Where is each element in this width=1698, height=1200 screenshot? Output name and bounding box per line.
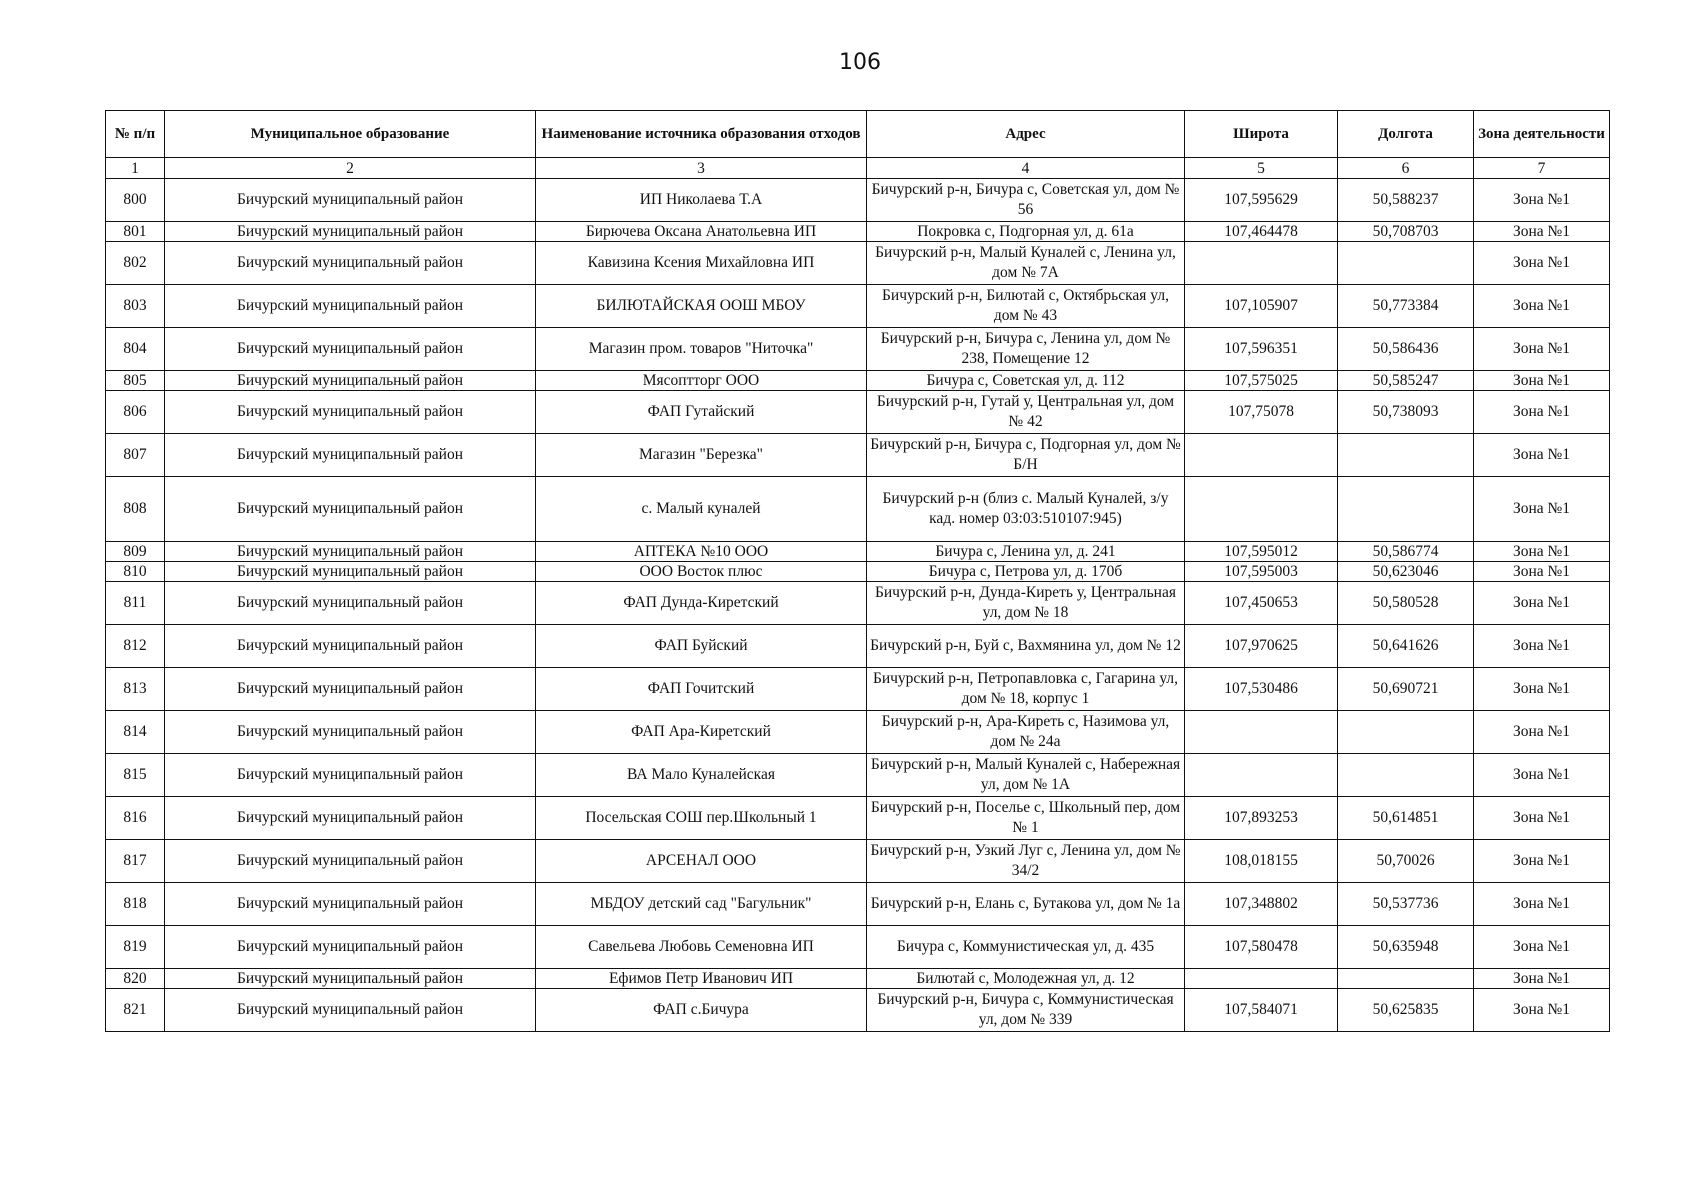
latitude-cell: 107,580478	[1185, 926, 1338, 969]
table-row	[106, 711, 1610, 754]
address-cell: Бичурский р-н, Бичура с, Ленина ул, дом № 238, Помещение 12	[867, 328, 1185, 371]
longitude-cell: 50,614851	[1338, 797, 1474, 840]
source-name-cell: Мясоптторг ООО	[536, 371, 867, 391]
row-number: 815	[106, 754, 165, 797]
zone-cell: Зона №1	[1474, 371, 1610, 391]
source-name-cell: ВА Мало Куналейская	[536, 754, 867, 797]
zone-cell: Зона №1	[1474, 711, 1610, 754]
longitude-cell: 50,773384	[1338, 285, 1474, 328]
row-number: 807	[106, 434, 165, 477]
address-cell: Бичурский р-н, Билютай с, Октябрьская ул, дом № 43	[867, 285, 1185, 328]
latitude-cell: 107,893253	[1185, 797, 1338, 840]
latitude-cell: 108,018155	[1185, 840, 1338, 883]
row-number: 816	[106, 797, 165, 840]
row-number: 813	[106, 668, 165, 711]
municipality-cell: Бичурский муниципальный район	[165, 711, 536, 754]
municipality-cell: Бичурский муниципальный район	[165, 434, 536, 477]
zone-cell: Зона №1	[1474, 179, 1610, 222]
table-row	[106, 328, 1610, 371]
row-number: 810	[106, 562, 165, 582]
address-cell: Бичурский р-н, Узкий Луг с, Ленина ул, дом № 34/2	[867, 840, 1185, 883]
table-row	[106, 582, 1610, 625]
column-number: 4	[867, 158, 1185, 179]
municipality-cell: Бичурский муниципальный район	[165, 328, 536, 371]
latitude-cell: 107,575025	[1185, 371, 1338, 391]
zone-cell: Зона №1	[1474, 477, 1610, 542]
municipality-cell: Бичурский муниципальный район	[165, 926, 536, 969]
zone-cell: Зона №1	[1474, 582, 1610, 625]
zone-cell: Зона №1	[1474, 797, 1610, 840]
source-name-cell: ООО Восток плюс	[536, 562, 867, 582]
longitude-cell: 50,738093	[1338, 391, 1474, 434]
municipality-cell: Бичурский муниципальный район	[165, 625, 536, 668]
table-body	[106, 179, 1610, 1032]
latitude-cell: 107,595003	[1185, 562, 1338, 582]
table-row	[106, 391, 1610, 434]
address-cell: Бичурский р-н, Бичура с, Подгорная ул, дом № Б/Н	[867, 434, 1185, 477]
source-name-cell: Магазин пром. товаров "Ниточка"	[536, 328, 867, 371]
row-number: 814	[106, 711, 165, 754]
municipality-cell: Бичурский муниципальный район	[165, 179, 536, 222]
address-cell: Бичурский р-н, Дунда-Киреть у, Центральная ул, дом № 18	[867, 582, 1185, 625]
zone-cell: Зона №1	[1474, 328, 1610, 371]
source-name-cell: с. Малый куналей	[536, 477, 867, 542]
zone-cell: Зона №1	[1474, 242, 1610, 285]
zone-cell: Зона №1	[1474, 625, 1610, 668]
row-number: 808	[106, 477, 165, 542]
municipality-cell: Бичурский муниципальный район	[165, 668, 536, 711]
address-cell: Бичурский р-н, Ара-Киреть с, Назимова ул, дом № 24а	[867, 711, 1185, 754]
column-number: 7	[1474, 158, 1610, 179]
municipality-cell: Бичурский муниципальный район	[165, 582, 536, 625]
municipality-cell: Бичурский муниципальный район	[165, 840, 536, 883]
longitude-cell	[1338, 242, 1474, 285]
column-number: 5	[1185, 158, 1338, 179]
longitude-cell: 50,580528	[1338, 582, 1474, 625]
latitude-cell: 107,75078	[1185, 391, 1338, 434]
zone-cell: Зона №1	[1474, 754, 1610, 797]
municipality-cell: Бичурский муниципальный район	[165, 222, 536, 242]
latitude-cell	[1185, 711, 1338, 754]
address-cell: Покровка с, Подгорная ул, д. 61а	[867, 222, 1185, 242]
table-row	[106, 562, 1610, 582]
municipality-cell: Бичурский муниципальный район	[165, 562, 536, 582]
source-name-cell: Магазин "Березка"	[536, 434, 867, 477]
latitude-cell	[1185, 434, 1338, 477]
table-row	[106, 625, 1610, 668]
table-row	[106, 840, 1610, 883]
column-number: 1	[106, 158, 165, 179]
latitude-cell: 107,450653	[1185, 582, 1338, 625]
column-header: Зона деятельности	[1474, 111, 1610, 158]
latitude-cell: 107,596351	[1185, 328, 1338, 371]
zone-cell: Зона №1	[1474, 562, 1610, 582]
row-number: 818	[106, 883, 165, 926]
longitude-cell: 50,625835	[1338, 989, 1474, 1032]
longitude-cell: 50,70026	[1338, 840, 1474, 883]
latitude-cell	[1185, 754, 1338, 797]
address-cell: Бичурский р-н, Поселье с, Школьный пер, дом № 1	[867, 797, 1185, 840]
column-number: 2	[165, 158, 536, 179]
zone-cell: Зона №1	[1474, 840, 1610, 883]
address-cell: Бичура с, Коммунистическая ул, д. 435	[867, 926, 1185, 969]
zone-cell: Зона №1	[1474, 285, 1610, 328]
municipality-cell: Бичурский муниципальный район	[165, 285, 536, 328]
zone-cell: Зона №1	[1474, 989, 1610, 1032]
column-header: Наименование источника образования отходов	[536, 111, 867, 158]
latitude-cell: 107,595629	[1185, 179, 1338, 222]
municipality-cell: Бичурский муниципальный район	[165, 391, 536, 434]
column-header: Широта	[1185, 111, 1338, 158]
source-name-cell: АРСЕНАЛ ООО	[536, 840, 867, 883]
longitude-cell: 50,586436	[1338, 328, 1474, 371]
row-number: 821	[106, 989, 165, 1032]
source-name-cell: Савельева Любовь Семеновна ИП	[536, 926, 867, 969]
column-header: Муниципальное образование	[165, 111, 536, 158]
longitude-cell: 50,641626	[1338, 625, 1474, 668]
zone-cell: Зона №1	[1474, 883, 1610, 926]
row-number: 800	[106, 179, 165, 222]
latitude-cell: 107,348802	[1185, 883, 1338, 926]
longitude-cell: 50,537736	[1338, 883, 1474, 926]
address-cell: Бичурский р-н, Елань с, Бутакова ул, дом № 1а	[867, 883, 1185, 926]
source-name-cell: ФАП с.Бичура	[536, 989, 867, 1032]
page-number: 106	[839, 50, 881, 75]
municipality-cell: Бичурский муниципальный район	[165, 754, 536, 797]
table-row	[106, 179, 1610, 222]
municipality-cell: Бичурский муниципальный район	[165, 797, 536, 840]
zone-cell: Зона №1	[1474, 391, 1610, 434]
address-cell: Бичурский р-н, Малый Куналей с, Набережная ул, дом № 1А	[867, 754, 1185, 797]
waste-sources-table	[105, 110, 1610, 1032]
row-number: 817	[106, 840, 165, 883]
column-number: 3	[536, 158, 867, 179]
address-cell: Бичурский р-н, Гутай у, Центральная ул, дом № 42	[867, 391, 1185, 434]
source-name-cell: ФАП Ара-Киретский	[536, 711, 867, 754]
row-number: 820	[106, 969, 165, 989]
address-cell: Бичура с, Советская ул, д. 112	[867, 371, 1185, 391]
row-number: 811	[106, 582, 165, 625]
zone-cell: Зона №1	[1474, 969, 1610, 989]
row-number: 806	[106, 391, 165, 434]
source-name-cell: Ефимов Петр Иванович ИП	[536, 969, 867, 989]
address-cell: Бичура с, Петрова ул, д. 170б	[867, 562, 1185, 582]
longitude-cell: 50,623046	[1338, 562, 1474, 582]
row-number: 804	[106, 328, 165, 371]
address-cell: Бичура с, Ленина ул, д. 241	[867, 542, 1185, 562]
latitude-cell	[1185, 969, 1338, 989]
row-number: 802	[106, 242, 165, 285]
row-number: 819	[106, 926, 165, 969]
source-name-cell: Посельская СОШ пер.Школьный 1	[536, 797, 867, 840]
column-header: Адрес	[867, 111, 1185, 158]
municipality-cell: Бичурский муниципальный район	[165, 883, 536, 926]
table-row	[106, 222, 1610, 242]
source-name-cell: ФАП Дунда-Киретский	[536, 582, 867, 625]
longitude-cell: 50,708703	[1338, 222, 1474, 242]
longitude-cell	[1338, 477, 1474, 542]
source-name-cell: ФАП Гутайский	[536, 391, 867, 434]
latitude-cell: 107,584071	[1185, 989, 1338, 1032]
latitude-cell	[1185, 477, 1338, 542]
longitude-cell	[1338, 434, 1474, 477]
source-name-cell: Бирючева Оксана Анатольевна ИП	[536, 222, 867, 242]
column-header: № п/п	[106, 111, 165, 158]
table-row	[106, 285, 1610, 328]
source-name-cell: ФАП Буйский	[536, 625, 867, 668]
source-name-cell: БИЛЮТАЙСКАЯ ООШ МБОУ	[536, 285, 867, 328]
zone-cell: Зона №1	[1474, 668, 1610, 711]
municipality-cell: Бичурский муниципальный район	[165, 969, 536, 989]
address-cell: Бичурский р-н, Бичура с, Коммунистическая ул, дом № 339	[867, 989, 1185, 1032]
row-number: 809	[106, 542, 165, 562]
longitude-cell: 50,690721	[1338, 668, 1474, 711]
zone-cell: Зона №1	[1474, 434, 1610, 477]
row-number: 805	[106, 371, 165, 391]
row-number: 801	[106, 222, 165, 242]
table-row	[106, 989, 1610, 1032]
address-cell: Билютай с, Молодежная ул, д. 12	[867, 969, 1185, 989]
table-row	[106, 797, 1610, 840]
row-number: 812	[106, 625, 165, 668]
longitude-cell: 50,635948	[1338, 926, 1474, 969]
column-number-row	[106, 158, 1610, 179]
column-header: Долгота	[1338, 111, 1474, 158]
longitude-cell: 50,586774	[1338, 542, 1474, 562]
table-header-row	[106, 111, 1610, 158]
address-cell: Бичурский р-н, Малый Куналей с, Ленина ул, дом № 7А	[867, 242, 1185, 285]
municipality-cell: Бичурский муниципальный район	[165, 542, 536, 562]
address-cell: Бичурский р-н (близ с. Малый Куналей, з/у кад. номер 03:03:510107:945)	[867, 477, 1185, 542]
zone-cell: Зона №1	[1474, 926, 1610, 969]
source-name-cell: АПТЕКА №10 ООО	[536, 542, 867, 562]
municipality-cell: Бичурский муниципальный район	[165, 242, 536, 285]
table-row	[106, 242, 1610, 285]
address-cell: Бичурский р-н, Буй с, Вахмянина ул, дом № 12	[867, 625, 1185, 668]
longitude-cell	[1338, 969, 1474, 989]
table-row	[106, 754, 1610, 797]
zone-cell: Зона №1	[1474, 542, 1610, 562]
address-cell: Бичурский р-н, Бичура с, Советская ул, дом № 56	[867, 179, 1185, 222]
municipality-cell: Бичурский муниципальный район	[165, 477, 536, 542]
table-row	[106, 969, 1610, 989]
source-name-cell: ИП Николаева Т.А	[536, 179, 867, 222]
table-row	[106, 371, 1610, 391]
longitude-cell	[1338, 754, 1474, 797]
longitude-cell: 50,588237	[1338, 179, 1474, 222]
source-name-cell: ФАП Гочитский	[536, 668, 867, 711]
table-row	[106, 883, 1610, 926]
latitude-cell: 107,970625	[1185, 625, 1338, 668]
address-cell: Бичурский р-н, Петропавловка с, Гагарина ул, дом № 18, корпус 1	[867, 668, 1185, 711]
municipality-cell: Бичурский муниципальный район	[165, 371, 536, 391]
longitude-cell	[1338, 711, 1474, 754]
zone-cell: Зона №1	[1474, 222, 1610, 242]
table-row	[106, 668, 1610, 711]
latitude-cell	[1185, 242, 1338, 285]
longitude-cell: 50,585247	[1338, 371, 1474, 391]
latitude-cell: 107,595012	[1185, 542, 1338, 562]
latitude-cell: 107,464478	[1185, 222, 1338, 242]
table-row	[106, 926, 1610, 969]
column-number: 6	[1338, 158, 1474, 179]
municipality-cell: Бичурский муниципальный район	[165, 989, 536, 1032]
row-number: 803	[106, 285, 165, 328]
latitude-cell: 107,530486	[1185, 668, 1338, 711]
table-row	[106, 434, 1610, 477]
table-row	[106, 477, 1610, 542]
source-name-cell: Кавизина Ксения Михайловна ИП	[536, 242, 867, 285]
source-name-cell: МБДОУ детский сад "Багульник"	[536, 883, 867, 926]
table-row	[106, 542, 1610, 562]
latitude-cell: 107,105907	[1185, 285, 1338, 328]
